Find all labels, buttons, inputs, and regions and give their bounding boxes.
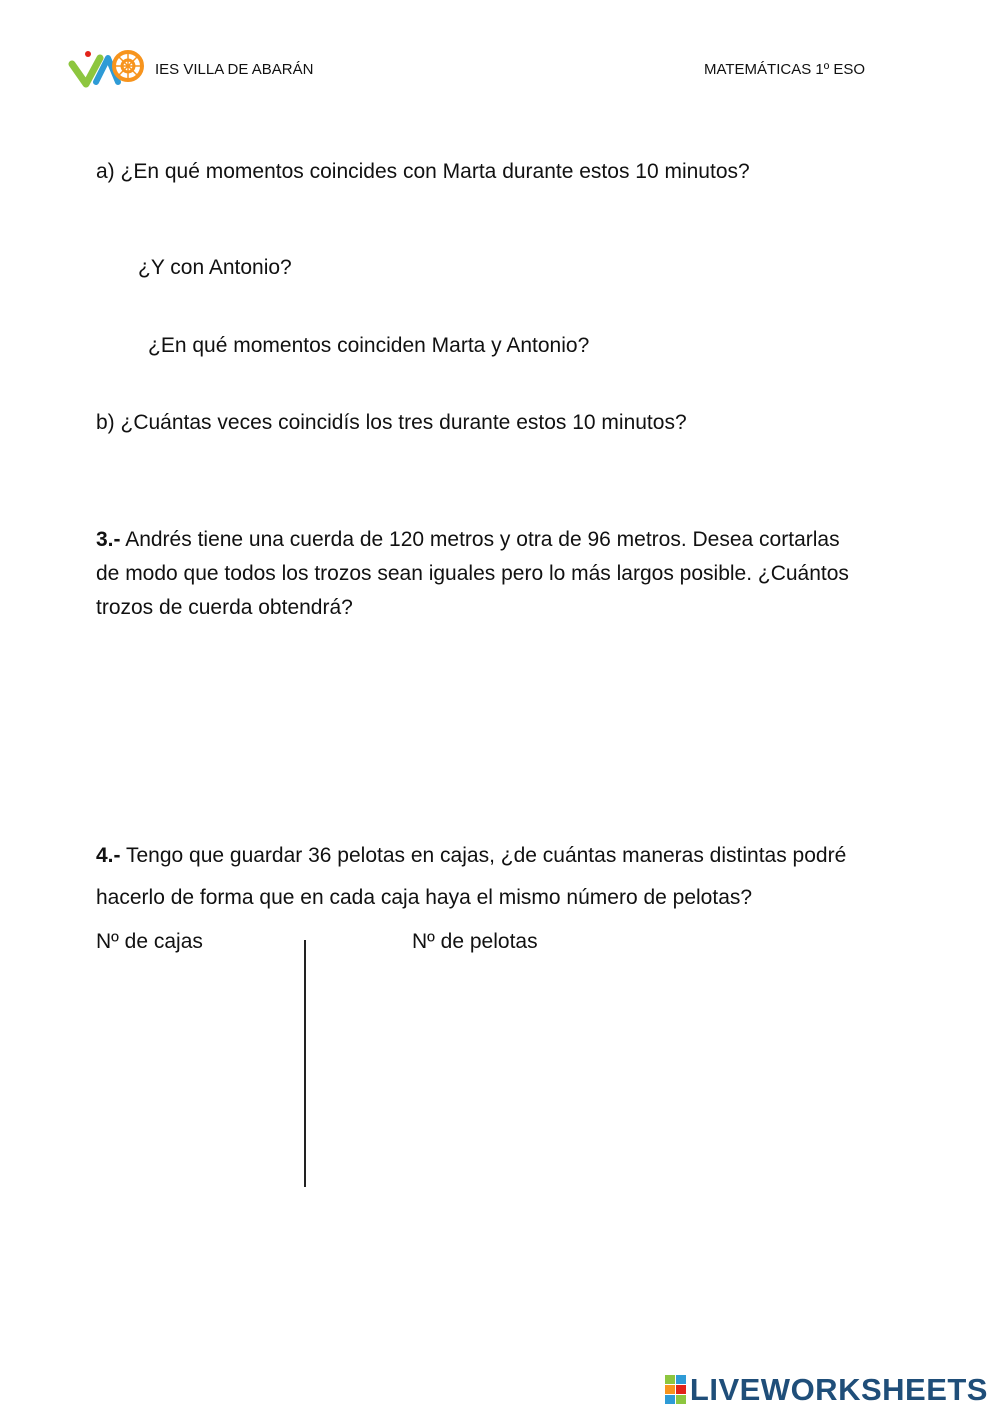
problem-4-line-2: hacerlo de forma que en cada caja haya el mismo número de pelotas? [96,886,753,909]
problem-3-line-2: de modo que todos los trozos sean iguales pero lo más largos posible. ¿Cuántos [96,562,849,585]
table-divider [304,940,306,1187]
problem-3 [96,523,849,625]
question-b: b) ¿Cuántas veces coincidís los tres durante estos 10 minutos? [96,411,687,434]
problem-3-number: 3.- [96,528,121,551]
column-header-balls: Nº de pelotas [412,930,538,953]
question-a-1: a) ¿En qué momentos coincides con Marta durante estos 10 minutos? [96,160,750,183]
problem-3-line-1: 3.- Andrés tiene una cuerda de 120 metros y otra de 96 metros. Desea cortarlas [96,528,840,551]
liveworksheets-logo-icon [665,1375,687,1405]
school-name: IES VILLA DE ABARÁN [155,61,314,78]
column-header-boxes: Nº de cajas [96,930,203,953]
question-a-2: ¿Y con Antonio? [138,256,292,279]
liveworksheets-watermark [665,1372,988,1408]
problem-4-line-1: 4.- Tengo que guardar 36 pelotas en cajas, ¿de cuántas maneras distintas podré [96,844,847,867]
school-logo [68,44,146,92]
problem-3-line-3: trozos de cuerda obtendrá? [96,596,353,619]
question-a-3: ¿En qué momentos coinciden Marta y Antonio? [148,334,590,357]
problem-4-number: 4.- [96,844,121,867]
subject-name: MATEMÁTICAS 1º ESO [704,61,866,78]
liveworksheets-text: LIVEWORKSHEETS [689,1372,988,1407]
